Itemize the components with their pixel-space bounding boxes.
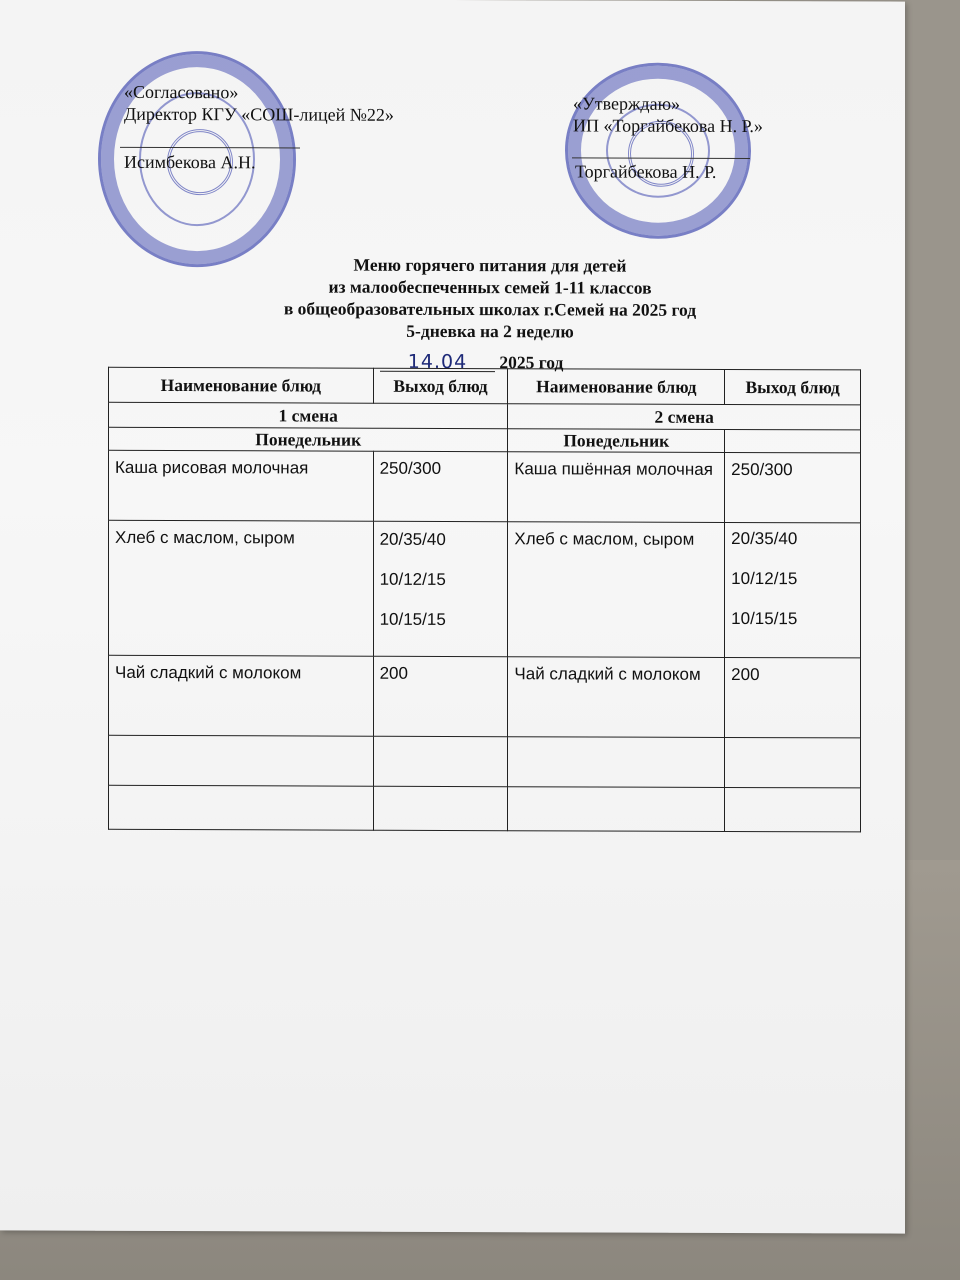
date-year: 2025 год <box>499 352 564 373</box>
header-output-2: Выход блюд <box>725 369 861 404</box>
output-value: 20/35/40 <box>379 529 446 549</box>
approval-right <box>573 92 763 137</box>
empty-cell <box>373 736 508 786</box>
title-line-1: Меню горячего питания для детей <box>353 254 627 276</box>
output-value: 10/12/15 <box>379 569 446 589</box>
output-cell: 250/300 <box>725 452 861 522</box>
table-header-row <box>109 367 861 405</box>
shift-row <box>109 402 861 430</box>
output-cell: 250/300 <box>373 451 508 521</box>
output-cell: 200 <box>373 656 508 736</box>
table-row-empty <box>109 785 861 832</box>
approval-right-label: «Утверждаю» <box>573 93 681 114</box>
output-cell <box>373 521 508 656</box>
dish-cell: Чай сладкий с молоком <box>508 657 725 738</box>
output-value: 10/15/15 <box>731 608 798 629</box>
approval-left-label: «Согласовано» <box>124 81 239 103</box>
approval-left-position: Директор КГУ «СОШ-лицей №22» <box>124 103 394 125</box>
header-dish-1: Наименование блюд <box>109 367 374 403</box>
output-value: 10/12/15 <box>731 568 798 589</box>
title-line-3: в общеобразовательных школах г.Семей на 2025 год <box>283 298 697 320</box>
empty-cell <box>725 787 861 831</box>
empty-cell <box>373 786 508 830</box>
header-dish-2: Наименование блюд <box>508 369 725 405</box>
day-row-empty-cell <box>725 429 861 452</box>
empty-cell <box>508 737 725 788</box>
approval-right-name: Торгайбекова Н. Р. <box>575 161 717 182</box>
day-2-label: Понедельник <box>508 429 725 453</box>
dish-cell: Хлеб с маслом, сыром <box>109 520 374 656</box>
document-title <box>200 253 780 343</box>
shift-1-label: 1 смена <box>109 402 508 428</box>
day-1-label: Понедельник <box>109 427 508 451</box>
output-cell: 200 <box>725 657 861 737</box>
title-line-4: 5-дневка на 2 неделю <box>406 320 574 342</box>
approval-left <box>124 81 394 126</box>
handwritten-date: 14.04 <box>380 353 495 372</box>
empty-cell <box>725 737 861 787</box>
shift-2-label: 2 смена <box>508 404 861 430</box>
title-line-2: из малообеспеченных семей 1-11 классов <box>328 276 652 298</box>
empty-cell <box>508 787 725 832</box>
empty-cell <box>109 785 374 830</box>
dish-cell: Каша пшённая молочная <box>508 452 725 523</box>
table-row <box>109 520 861 658</box>
dish-cell: Хлеб с маслом, сыром <box>508 522 725 658</box>
table-row <box>109 450 861 523</box>
dish-cell: Каша рисовая молочная <box>109 450 374 521</box>
header-output-1: Выход блюд <box>373 368 508 403</box>
approval-left-name: Исимбекова А.Н. <box>124 151 256 173</box>
empty-cell <box>109 735 374 786</box>
menu-table <box>108 367 861 833</box>
approval-right-position: ИП «Торгайбекова Н. Р.» <box>573 115 763 137</box>
table-row-empty <box>109 735 861 788</box>
day-row <box>109 427 861 453</box>
output-value: 10/15/15 <box>379 609 446 629</box>
dish-cell: Чай сладкий с молоком <box>109 655 374 736</box>
ip-stamp <box>565 62 751 239</box>
table-row <box>109 655 861 738</box>
output-value: 20/35/40 <box>731 528 798 549</box>
output-cell <box>725 522 861 657</box>
